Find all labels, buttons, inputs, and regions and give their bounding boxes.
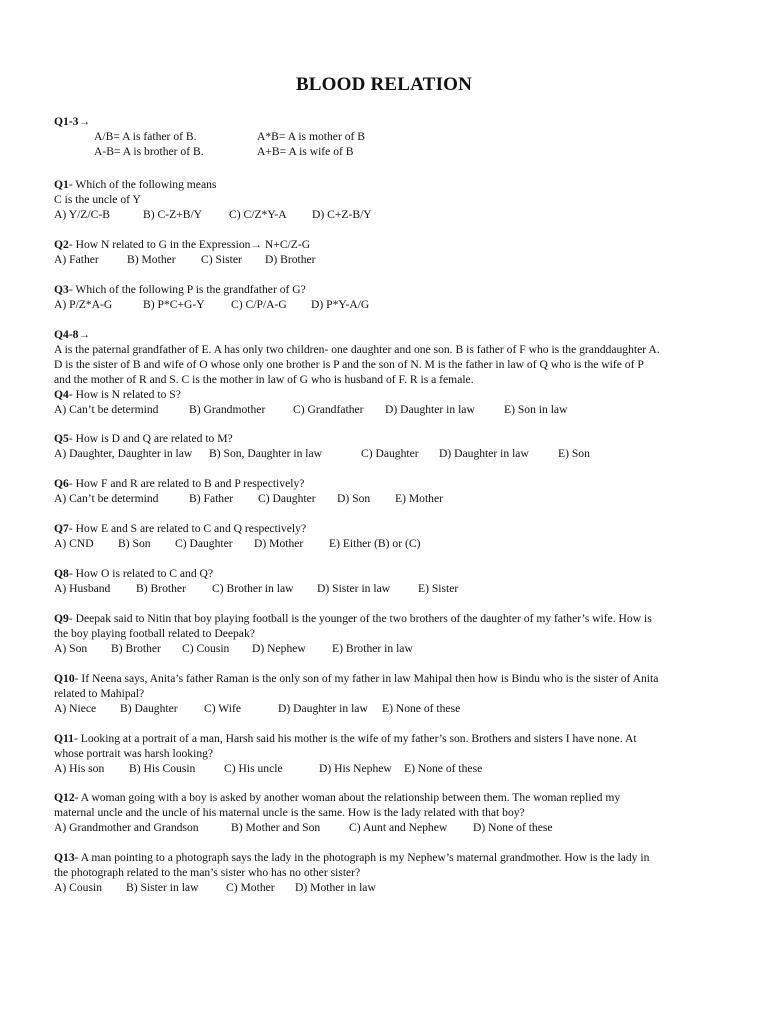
option-e: E) Mother [395, 492, 443, 505]
option-e: E) None of these [404, 762, 483, 775]
question-4 [54, 387, 714, 417]
option-b: B) P*C+G-Y [143, 298, 205, 311]
options [54, 252, 714, 267]
option-d: D) Mother [254, 537, 304, 550]
options [54, 402, 714, 417]
option-a: A) His son [54, 762, 105, 775]
definition-mother: A*B= A is mother of B [257, 130, 365, 143]
option-e: E) Either (B) or (C) [329, 537, 421, 550]
option-e: E) Son in law [504, 403, 568, 416]
options [54, 880, 714, 895]
option-a: A) Daughter, Daughter in law [54, 447, 193, 460]
question-7 [54, 521, 714, 551]
set2-passage [54, 327, 714, 387]
options [54, 820, 714, 835]
option-c: C) Daughter [175, 537, 233, 550]
question-text-cont: the boy playing football related to Deepak? [54, 627, 255, 640]
option-d: D) P*Y-A/G [311, 298, 370, 311]
option-d: D) Nephew [252, 642, 306, 655]
option-d: D) C+Z-B/Y [312, 208, 372, 221]
option-c: C) Daughter [258, 492, 316, 505]
option-c: C) Aunt and Nephew [349, 821, 448, 834]
option-a: A) Father [54, 253, 99, 266]
option-b: B) Son, Daughter in law [209, 447, 323, 460]
set2-label: Q4-8→ [54, 328, 91, 341]
passage-line: D is the sister of B and wife of O whose only one brother is P and the son of N. M is the father in law of Q who is the wife of P [54, 358, 644, 371]
question-number: Q3 [54, 283, 69, 296]
passage-line: A is the paternal grandfather of E. A has only two children- one daughter and one son. B is father of F who is the granddaughter A. [54, 343, 660, 356]
question-number: Q6 [54, 477, 69, 490]
option-e: E) Brother in law [332, 642, 413, 655]
passage-line: and the mother of R and S. C is the mother in law of G who is husband of F. R is a female. [54, 373, 474, 386]
option-a: A) CND [54, 537, 94, 550]
question-number: Q8 [54, 567, 69, 580]
option-a: A) Cousin [54, 881, 102, 894]
question-text: - Deepak said to Nitin that boy playing football is the younger of the two brothers of the daughter of my father’s wife. How is [68, 612, 652, 625]
option-d: D) Mother in law [295, 881, 376, 894]
option-b: B) Sister in law [126, 881, 199, 894]
question-text: - How O is related to C and Q? [68, 567, 214, 580]
question-number: Q12 [54, 791, 75, 804]
option-b: B) Father [189, 492, 234, 505]
question-3 [54, 282, 714, 312]
question-text: - If Neena says, Anita’s father Raman is the only son of my father in law Mahipal then how is Bindu who is the sister of Anita [74, 672, 659, 685]
option-d: D) Daughter in law [439, 447, 529, 460]
question-11 [54, 731, 714, 776]
option-a: A) Son [54, 642, 88, 655]
option-b: B) Brother [111, 642, 161, 655]
option-b: B) His Cousin [129, 762, 196, 775]
option-b: B) Grandmother [189, 403, 266, 416]
question-text-cont: whose portrait was harsh looking? [54, 747, 214, 760]
question-12 [54, 790, 714, 835]
question-number: Q11 [54, 732, 74, 745]
option-c: C) Mother [226, 881, 275, 894]
options [54, 491, 714, 506]
option-d: D) Daughter in law [278, 702, 368, 715]
definition-father: A/B= A is father of B. [94, 130, 197, 143]
option-e: E) Son [558, 447, 590, 460]
question-text-cont: C is the uncle of Y [54, 193, 141, 206]
option-e: E) None of these [382, 702, 461, 715]
question-number: Q7 [54, 522, 69, 535]
option-d: D) Daughter in law [385, 403, 475, 416]
options [54, 641, 714, 656]
page-title: BLOOD RELATION [295, 74, 473, 95]
question-1 [54, 177, 714, 222]
question-text: - How is N related to S? [68, 388, 181, 401]
option-a: A) P/Z*A-G [54, 298, 113, 311]
question-text: - A woman going with a boy is asked by another woman about the relationship between them. The woman replied my [74, 791, 621, 804]
option-b: B) Mother [127, 253, 176, 266]
question-text: - Looking at a portrait of a man, Harsh said his mother is the wife of my father’s son. Brothers and sisters I have none. At [73, 732, 637, 745]
question-5 [54, 431, 714, 461]
options [54, 297, 714, 312]
options [54, 701, 714, 716]
question-number: Q2 [54, 238, 69, 251]
question-number: Q9 [54, 612, 69, 625]
option-d: D) None of these [473, 821, 553, 834]
question-text-cont: maternal uncle and the uncle of his maternal uncle is the same. How is the lady related with that boy? [54, 806, 525, 819]
definition-wife: A+B= A is wife of B [257, 145, 354, 158]
set1-header [54, 114, 714, 129]
question-number: Q1 [54, 178, 69, 191]
option-c: C) C/P/A-G [231, 298, 287, 311]
question-9 [54, 611, 714, 656]
option-b: B) Brother [136, 582, 186, 595]
option-c: C) Cousin [182, 642, 230, 655]
question-number: Q5 [54, 432, 69, 445]
question-10 [54, 671, 714, 716]
option-a: A) Y/Z/C-B [54, 208, 110, 221]
option-d: D) Son [337, 492, 371, 505]
option-a: A) Husband [54, 582, 111, 595]
options [54, 581, 714, 596]
question-number: Q4 [54, 388, 69, 401]
options [54, 446, 714, 461]
question-text: - Which of the following means [68, 178, 217, 191]
option-c: C) C/Z*Y-A [229, 208, 287, 221]
option-c: C) His uncle [224, 762, 283, 775]
question-13 [54, 850, 714, 895]
option-e: E) Sister [418, 582, 459, 595]
option-b: B) C-Z+B/Y [143, 208, 203, 221]
question-text-cont: related to Mahipal? [54, 687, 145, 700]
definition-brother: A-B= A is brother of B. [94, 145, 204, 158]
question-number: Q13 [54, 851, 75, 864]
question-text: - Which of the following P is the grandfather of G? [68, 283, 306, 296]
options [54, 207, 714, 222]
question-text: - How N related to G in the Expression→ N+C/Z-G [68, 238, 311, 251]
set1-definitions [94, 129, 365, 159]
options [54, 536, 714, 551]
option-a: A) Grandmother and Grandson [54, 821, 199, 834]
question-text: - A man pointing to a photograph says the lady in the photograph is my Nephew’s maternal grandmother. How is the lady in [74, 851, 650, 864]
option-c: C) Sister [201, 253, 242, 266]
question-text: - How is D and Q are related to M? [68, 432, 233, 445]
question-number: Q10 [54, 672, 75, 685]
option-b: B) Daughter [120, 702, 178, 715]
option-a: A) Can’t be determind [54, 403, 159, 416]
question-text: - How F and R are related to B and P respectively? [68, 477, 305, 490]
question-2 [54, 237, 714, 267]
set1-label: Q1-3→ [54, 115, 91, 128]
option-a: A) Niece [54, 702, 97, 715]
option-c: C) Brother in law [212, 582, 294, 595]
options [54, 761, 714, 776]
question-6 [54, 476, 714, 506]
option-a: A) Can’t be determind [54, 492, 159, 505]
option-d: D) Sister in law [317, 582, 391, 595]
question-text: - How E and S are related to C and Q respectively? [68, 522, 307, 535]
option-c: C) Daughter [361, 447, 419, 460]
question-8 [54, 566, 714, 596]
option-c: C) Grandfather [293, 403, 364, 416]
option-d: D) His Nephew [319, 762, 392, 775]
option-b: B) Son [118, 537, 151, 550]
option-d: D) Brother [265, 253, 316, 266]
option-b: B) Mother and Son [231, 821, 321, 834]
option-c: C) Wife [204, 702, 241, 715]
question-text-cont: the photograph related to the man’s sister who has no other sister? [54, 866, 361, 879]
